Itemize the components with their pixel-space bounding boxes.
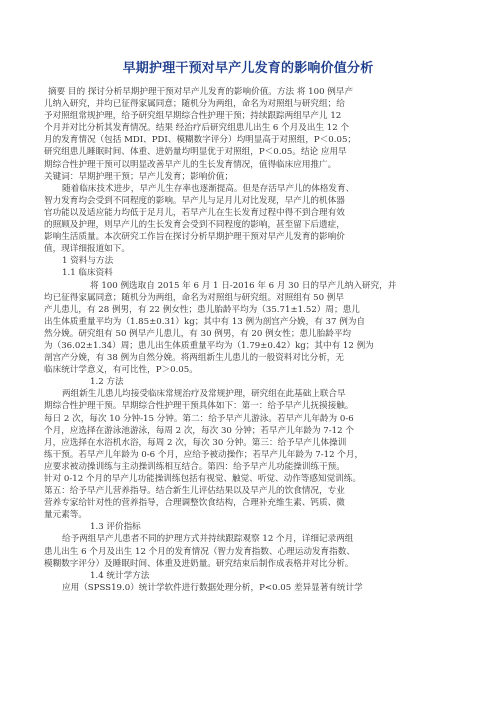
intro-line: 的照顾及护理，则早产儿的生长发育会受到不同程度的影响，甚至留下后遗症， [44,220,345,231]
methods-line: 期综合性护理干预。早期综合性护理干预具体如下：第一：给予早产儿抚摸接触。 [44,401,354,412]
clinical-line: 临床统计学意义，有可比性，P＞0.05。 [44,365,198,376]
section-heading-1: 1 资料与方法 [62,256,114,267]
section-heading-1-2: 1.2 方法 [90,377,124,388]
paper-title: 早期护理干预对早产儿发育的影响价值分析 [122,61,374,76]
clinical-line: 剖宫产分娩，有 38 例为自然分娩。将两组新生儿患儿的一般资料对比分析，无 [44,353,344,364]
indicators-line: 患儿出生 6 个月及出生 12 个月的发育情况（智力发育指数、心理运动发育指数、 [44,546,355,557]
section-heading-1-3: 1.3 评价指标 [90,522,141,533]
abstract-line: 研究组患儿睡眠时间、体重、进奶量均明显优于对照组，P＜0.05。结论 应用早 [44,147,347,158]
indicators-line: 模糊数字评分）及睡眠时间、体重及进奶量。研究结束后制作成表格并对比分析。 [44,558,354,569]
methods-line: 营养专家给针对性的营养指导，合理调整饮食结构，合理补充维生素、钙质、微 [44,498,345,509]
intro-block [44,183,464,256]
clinical-block [44,280,464,377]
clinical-line: 然分娩。研究组有 50 例早产儿患儿，有 30 例男，有 20 例女性；患儿胎龄平均 [44,328,352,339]
methods-line: 每日 2 次，每次 10 分钟-15 分钟。第二：给予早产儿游泳。若早产儿年龄为 0-6 [44,413,354,424]
methods-line: 月，应选择在水浴机水浴，每周 2 次，每次 30 分钟。第三：给予早产儿体操训 [44,437,347,448]
indicators-block [44,533,464,569]
clinical-line: 均已征得家属同意；随机分为两组，命名为对照组与研究组。对照组有 50 例早 [44,292,344,303]
abstract-line: 个月并对比分析其发育情况。结果 经治疗后研究组患儿出生 6 个月及出生 12 个 [44,123,350,134]
stats-line: 应用（SPSS19.0）统计学软件进行数据处理分析，P<0.05 差异显著有统计学 [62,582,363,593]
clinical-line: 产儿患儿，有 28 例男，有 22 例女性；患儿胎龄平均为（35.71±1.52）周；患儿 [44,304,360,315]
stats-block [44,582,464,594]
intro-line: 随着临床技术进步，早产儿生存率也逐渐提高。但是存活早产儿的体格发育、 [62,183,355,194]
clinical-line: 出生体质重量平均为（1.85±0.31）kg；其中有 13 例为剖宫产分娩，有 37 例为自 [44,316,366,327]
abstract-block [44,86,464,183]
methods-block [44,388,464,521]
methods-line: 量元素等。 [44,510,87,521]
indicators-line: 给予两组早产儿患者不同的护理方式并持续跟踪观察 12 个月，详细记录两组 [62,534,354,545]
methods-line: 个月，应选择在游泳池游泳，每周 2 次，每次 30 分钟；若早产儿年龄为 7-12 个 [44,425,354,436]
methods-line: 练干预。若早产儿年龄为 0-6 个月，应给予被动操作；若早产儿年龄为 7-12 个月， [44,449,364,460]
methods-line: 两组新生儿患儿均接受临床常规治疗及常规护理，研究组在此基础上联合早 [62,389,346,400]
abstract-line: 期综合性护理干预可以明显改善早产儿的生长发育情况，值得临床应用推广。 [44,159,337,170]
abstract-line: 月的发育情况（包括 MDI、PDI、模糊数字评分）均明显高于对照组，P＜0.05； [44,135,357,146]
intro-line: 影响生活质量。本次研究工作旨在探讨分析早期护理干预对早产儿发育的影响价 [44,232,345,243]
intro-line: 值，现详细报道如下。 [44,244,130,255]
abstract-line: 儿纳入研究，并均已征得家属同意；随机分为两组，命名为对照组与研究组；给 [44,99,345,110]
intro-line: 智力发育均会受到不同程度的影响。早产儿与足月儿对比发现，早产儿的机体器 [44,195,345,206]
methods-line: 第五：给予早产儿营养指导。结合新生儿评估结果以及早产儿的饮食情况，专业 [44,486,345,497]
clinical-line: 为（36.02±1.34）周；患儿出生体质重量平均为（1.79±0.42）kg；其中有 12 例为 [44,340,374,351]
methods-line: 应要求被动操训练与主动操训练相互结合。第四：给予早产儿功能操训练干预。 [44,461,345,472]
abstract-line: 摘要 目的 探讨分析早期护理干预对早产儿发育的影响价值。方法 将 100 例早产 [48,87,354,97]
abstract-line: 予对照组常规护理，给予研究组早期综合性护理干预；持续跟踪两组早产儿 12 [44,111,342,122]
section-heading-1-1: 1.1 临床资料 [62,268,113,279]
clinical-line: 将 100 例选取自 2015 年 6 月 1 日-2016 年 6 月 30 日的早产儿纳入研究，并 [90,280,397,291]
section-heading-1-4: 1.4 统计学方法 [90,570,150,581]
paper-body [44,86,464,594]
intro-line: 官功能以及适应能力均低于足月儿，若早产儿在生长发育过程中得不到合理有效 [44,207,345,218]
keywords-line: 关键词：早期护理干预；早产儿发育；影响价值； [44,171,234,182]
methods-line: 针对 0-12 个月的早产儿功能操训练包括有视觉、触觉、听觉、动作等感知觉训练。 [44,474,361,484]
